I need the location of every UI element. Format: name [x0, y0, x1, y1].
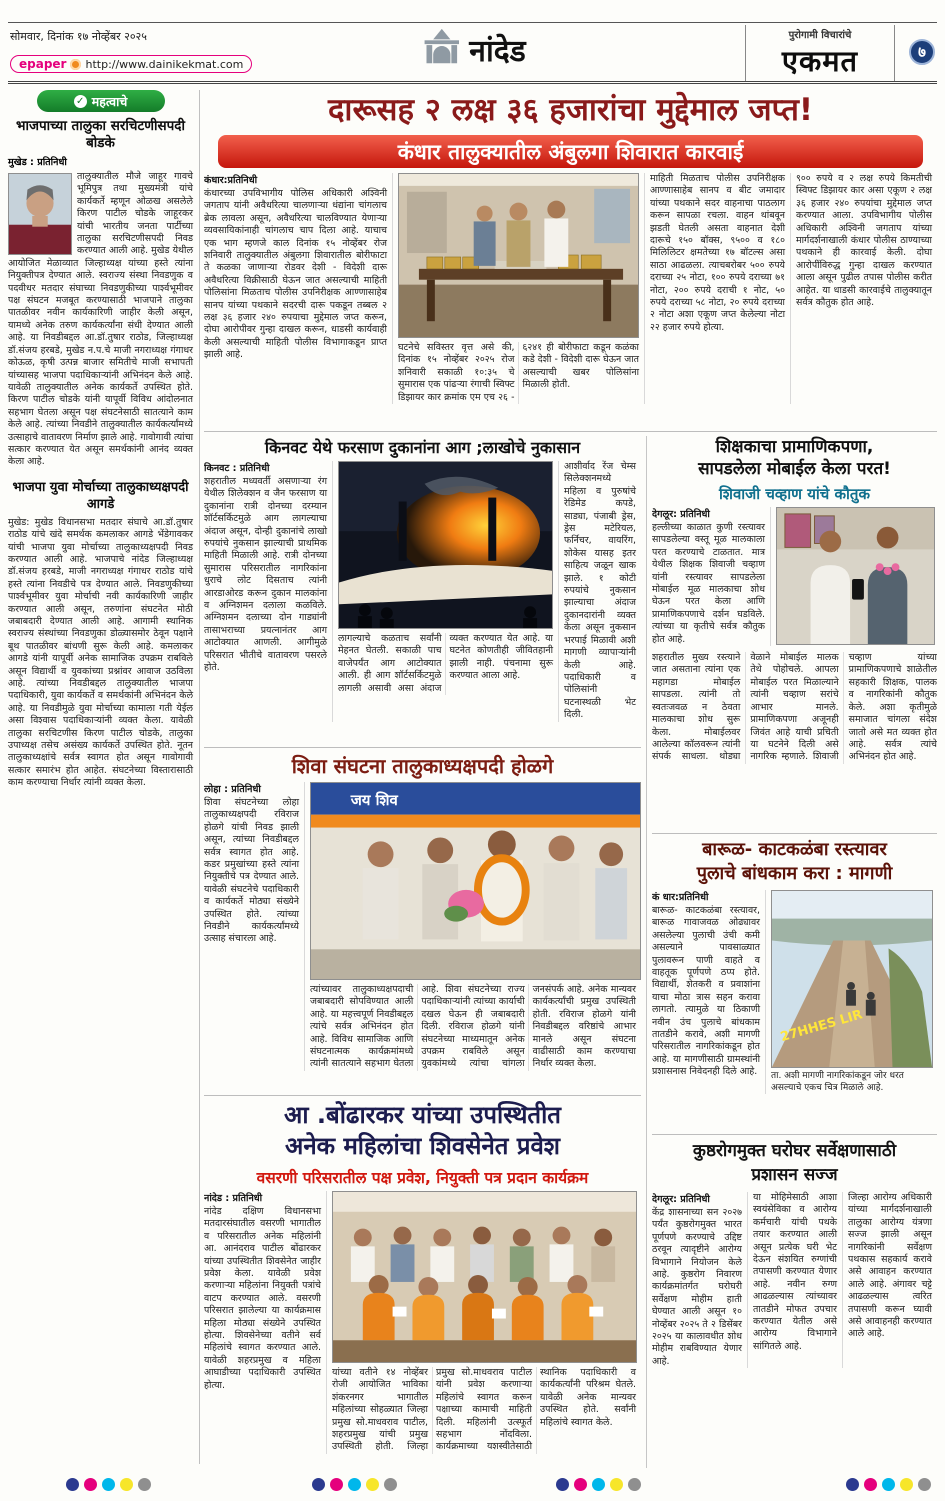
- important-badge: [37, 90, 165, 112]
- lead-column-3: [644, 173, 790, 404]
- barul-headline-line2: पुलाचे बांधकाम करा : मागणी: [696, 863, 893, 884]
- kinwat-headline: किनवट येथे फरसाण दुकानांना आग ;लाखोचे नुकासान: [264, 438, 581, 457]
- epaper-label: epaper: [19, 57, 67, 71]
- kinwat-column-photo: [332, 461, 558, 722]
- article-kinwat-fire: [204, 436, 641, 742]
- kinwat-body-3: आशीर्वाद रेंज चेम्स सिलेक्शनमध्ये महिला व पुरुषांचे रेडिमेड कपडे, साड्या, पंजाबी ड्रेस, ड्रेस मटेरियल, फर्निचर, वायरिंग, शोकेस यासह इतर साहित्य जळून खाक झाले. १ कोटी रुपयांचे नुकसान झाल्याचा अंदाज दुकानदारांनी व्यक्त केला असून नुकसान भरपाई मिळावी अशी मागणी व्यापाऱ्यांनी केली आहे. पदाधिकारी व पोलिसांनी घटनास्थळी भेट दिली.: [564, 461, 636, 721]
- shiva-body-bottom: त्यांच्यावर तालुकाध्यक्षपदाची जबाबदारी सोपविण्यात आली आहे. या महत्त्वपूर्ण निवडीबद्दल त्यांचे सर्वत्र अभिनंदन होत आहे. विविध सामाजिक आणि संघटनात्मक कार्यक्रमांमध्ये त्यांनी सातत्याने सहभाग घेतला आहे. शिवा संघटनेच्या राज्य पदाधिकाऱ्यांनी त्यांच्या कार्याची दखल घेऊन ही जबाबदारी दिली. रविराज होळगे यांनी संघटनेच्या माध्यमातून अनेक उपक्रम राबविले असून युवकांमध्ये त्यांचा चांगला जनसंपर्क आहे. अनेक मान्यवर कार्यकर्त्यांची प्रमुख उपस्थिती होती. रविराज होळगे यांनी निवडीबद्दल वरिष्ठांचे आभार मानले असून संघटना वाढीसाठी काम करण्याचा निर्धार व्यक्त केला.: [310, 984, 636, 1070]
- registration-marks: [556, 1478, 641, 1491]
- lead-headline: दारूसह २ लक्ष ३६ हजारांचा मुद्देमाल जप्त!: [327, 92, 814, 128]
- shiva-column-photo: [304, 782, 641, 1071]
- brand-box: [745, 25, 895, 81]
- bondharkar-subheadline: वसरणी परिसरातील पक्ष प्रवेश, नियुक्ती पत्र प्रदान कार्यक्रम: [256, 1169, 589, 1187]
- police-seizure-photo: [398, 173, 639, 338]
- kinwat-body-under-photo: लागल्याचे कळताच सर्वांनी मेहनत घेतली. सकाळी पाच वाजेपर्यंत आग आटोक्यात आली. ही आग शॉर्टसर्किटमुळे लागली असावी असा अंदाज व्यक्त करण्यात येत आहे. या घटनेत कोणतीही जीवितहानी झाली नाही. पंचनामा सुरू करण्यात आला आहे.: [338, 633, 553, 694]
- edition-name: नांदेड: [469, 33, 526, 69]
- kinwat-column-1: [204, 461, 332, 722]
- epaper-icon: [70, 59, 81, 70]
- bondharkar-column-1: [204, 1191, 326, 1454]
- shiva-headline: शिवा संघटना तालुकाध्यक्षपदी होळगे: [291, 754, 554, 778]
- lead-column-photo: [392, 173, 644, 404]
- kushtha-headline-line1: कुष्ठरोगमुक्त घरोघर सर्वेक्षणासाठी: [692, 1141, 897, 1161]
- shikshak-column-photo: [770, 507, 937, 646]
- kushtha-byline: देगलूर: प्रतिनिधी: [652, 1194, 710, 1205]
- lead-column-1: [204, 173, 392, 404]
- divider: [204, 747, 641, 748]
- bondharkar-body-bottom: यांच्या वतीने १४ नोव्हेंबर रोजी आयोजित भाविका शंकरनगर भागातील महिलांच्या सोहळ्यात जिल्हा प्रमुख सो.माधवराव पाटील, शहरप्रमुख यांची प्रमुख उपस्थिती होती. जिल्हा प्रमुख सो.माधवराव पाटील यांनी प्रवेश करणाऱ्या महिलांचे स्वागत करून पक्षाच्या कामाची माहिती दिली. महिलांनी उत्स्फूर्त सहभाग नोंदविला. कार्यक्रमाच्या यशस्वीतेसाठी स्थानिक पदाधिकारी व कार्यकर्त्यांनी परिश्रम घेतले. यावेळी अनेक मान्यवर उपस्थित होते. सर्वांनी महिलांचे स्वागत केले.: [332, 1367, 636, 1453]
- shiva-byline: लोहा : प्रतिनिधी: [204, 784, 261, 795]
- mobile-return-photo: [776, 507, 935, 645]
- bondharkar-headline-line1: आ .बोंढारकर यांच्या उपस्थितीत: [284, 1101, 561, 1129]
- shikshak-byline: देगलूर: प्रतिनिधी: [652, 509, 710, 520]
- felicitation-photo: [310, 782, 641, 980]
- divider: [204, 1095, 641, 1096]
- important-badge-label: महत्वाचे: [91, 93, 128, 109]
- bondharkar-byline: नांदेड : प्रतिनिधी: [204, 1193, 263, 1204]
- sidebar-story2-headline: भाजपा युवा मोर्चाच्या तालुकाध्यक्षपदी आगडे: [12, 479, 189, 512]
- photo-scrawl-text: 27HHES LIR: [778, 1007, 865, 1046]
- registration-marks: [312, 1478, 397, 1491]
- kushtha-body-2: या मोहिमेसाठी आशा स्वयंसेविका व आरोग्य कर्मचारी यांची पथके तयार करण्यात आली असून प्रत्येक घरी भेट देऊन संशयित रुग्णांची तपासणी करण्यात येणार आहे. नवीन रुग्ण आढळल्यास त्यांच्यावर तातडीने मोफत उपचार करण्यात येतील असे आरोग्य विभागाने सांगितले आहे.: [753, 1192, 837, 1352]
- lead-body-under-photo: घटनेचे सविस्तर वृत्त असे की, दिनांक १५ नोव्हेंबर २०२५ रोज शनिवारी सकाळी १०:३५ चे सुमारास एक पांढऱ्या रंगाची स्विफ्ट डिझायर कार क्रमांक एम एच २६ - ६२४१ ही बोरीफाटा कडून कळंका कडे देशी - विदेशी दारू घेऊन जात असल्याची खबर पोलिसांना मिळाली होती.: [398, 342, 639, 403]
- barul-headline-line1: बारूळ- काटकळंबा रस्त्यावर: [702, 839, 887, 860]
- article-shivsena-entry: [204, 1100, 641, 1468]
- shiva-column-1: [204, 782, 304, 1071]
- check-icon: ✓: [74, 95, 87, 108]
- epaper-url[interactable]: http://www.dainikekmat.com: [85, 57, 244, 71]
- banner-text: जय शिव: [350, 790, 398, 809]
- shikshak-headline-line1: शिक्षकाचा प्रामाणिकपणा,: [715, 437, 874, 457]
- lead-body-4: ९०० रुपये व २ लक्ष रुपये किमतीची स्विफ्ट डिझायर कार असा एकूण २ लक्ष ३६ हजार २४० रुपयांचा मुद्देमाल जप्त करण्यात आला. उपविभागीय पोलीस अधिकारी अश्विनी जगताप यांच्या मार्गदर्शनाखाली कंधार पोलीस ठाण्याच्या पथकाने ही कारवाई केली. दोघा आरोपींविरुद्ध गुन्हा दाखल करण्यात आला असून पुढील तपास पोलीस करीत आहेत. या धाडसी कारवाईचे तालुक्यातून सर्वत्र कौतुक होत आहे.: [796, 173, 932, 309]
- lead-byline: कंधार:प्रतिनिधी: [204, 175, 258, 186]
- date-line: सोमवार, दिनांक १७ नोव्हेंबर २०२५: [10, 30, 147, 43]
- sidebar-story2-body: मुखेड: मुखेड विधानसभा मतदार संघाचे आ.डॉ.तुषार राठोड यांचे खंदे समर्थक कमलाकर आगडे भेंडेगावकर यांची भाजपा युवा मोर्चाच्या तालुकाध्यक्षपदी निवड करण्यात आली आहे. भाजपाचे नांदेड जिल्हाध्यक्ष डॉ.संजय हरबडे, माजी नगराध्यक्ष गंगाधर राठोड यांचे हस्ते त्यांना निवडीचे पत्र देण्यात आले. निवडणुकीच्या पार्श्वभूमीवर युवा मोर्चाची नवी कार्यकारिणी जाहीर करण्यात आली असून, तरुणांना संघटनेत मोठी जबाबदारी देण्यात आली आहे. आगामी स्थानिक स्वराज्य संस्थांच्या निवडणुका डोळ्यासमोर ठेवून पक्षाने बूथ पातळीवर बांधणी सुरू केली आहे. कमलाकर आगडे यांनी यापूर्वी अनेक सामाजिक उपक्रम राबविले असून विद्यार्थी व युवकांच्या प्रश्नांवर आवाज उठविला आहे. त्यांच्या निवडीबद्दल तालुक्यातील भाजपा पदाधिकारी, युवा कार्यकर्ते व समर्थकांनी अभिनंदन केले आहे. या निवडीमुळे युवा मोर्चाच्या कामाला गती येईल असा विश्वास पदाधिकाऱ्यांनी व्यक्त केला. यावेळी तालुका सरचिटणीस किरण पाटील चोडके, तालुका उपाध्यक्ष तसेच असंख्य कार्यकर्ते उपस्थित होते. नूतन तालुकाध्यक्षांचे सर्वत्र स्वागत होत असून गावोगावी सत्कार समारंभ होत आहेत. संघटनेच्या विस्तारासाठी काम करण्याचा निर्धार त्यांनी व्यक्त केला.: [8, 516, 193, 789]
- epaper-link[interactable]: [10, 55, 252, 73]
- kinwat-body-1: शहरातील मध्यवर्ती असणाऱ्या रंग येथील शिलेक्शन व जैन फरसाण या दुकानांना रात्री दोनच्या दरम्यान शॉर्टसर्किटमुळे आग लागल्याचा अंदाज असून, दोन्ही दुकानांचे लाखो रुपयांचे नुकसान झाल्याची प्राथमिक माहिती मिळाली आहे. रात्री दोनच्या सुमारास परिसरातील नागरिकांना धुराचे लोट दिसताच त्यांनी आरडाओरड करून दुकान मालकांना व अग्निशमन दलाला कळविले. अग्निशमन दलाच्या दोन गाड्यांनी तासाभराच्या प्रयत्नानंतर आग आटोक्यात आणली. आगीमुळे परिसरात भीतीचे वातावरण पसरले होते.: [204, 476, 327, 674]
- barul-column-1: [652, 890, 765, 1094]
- edition-masthead: [419, 27, 525, 71]
- registration-marks: [66, 1478, 151, 1491]
- sidebar-story1-body: तालुक्यातील मौजे जाहूर गावचे भूमिपुत्र तथा मुख्यमंत्री यांचे कार्यकर्ते म्हणून ओळख असलेले किरण पाटील चोडके जाहूरकर यांची भारतीय जनता पार्टीच्या तालुका सरचिटणीसपदी निवड करण्यात आली आहे. मुखेड येथील आयोजित मेळाव्यात जिल्हाध्यक्ष यांच्या हस्ते त्यांना नियुक्तीपत्र देण्यात आले. स्वराज्य संस्था निवडणुक व पदवीधर मतदार संघाच्या निवडणुकीच्या पार्श्वभूमीवर पक्ष संघटन मजबूत करण्यासाठी भाजपाने तालुका पातळीवर नवीन कार्यकारिणी जाहीर केली असून, यामध्ये अनेक तरुण कार्यकर्त्यांना संधी देण्यात आली आहे. या निवडीबद्दल आ.डॉ.तुषार राठोड, जिल्हाध्यक्ष डॉ.संजय हरबडे, मुखेड न.प.चे माजी नगराध्यक्ष गंगाधर कोऊळ, कृषी उत्पन्न बाजार समितीचे माजी सभापती यांच्यासह भाजपा पदाधिकाऱ्यांनी अभिनंदन केले आहे. यावेळी तालुक्यातील अनेक कार्यकर्ते उपस्थित होते. किरण पाटील चोडके यांनी यापूर्वी विविध आंदोलनात सहभाग घेतला असून पक्ष संघटनेसाठी सातत्याने काम केले आहे. त्यांच्या निवडीने तालुक्यातील कार्यकर्त्यांमध्ये उत्साहाचे वातावरण निर्माण झाले आहे. गावोगावी त्यांचा सत्कार करण्यात येत असून समर्थकांनी आनंद व्यक्त केला आहे.: [8, 171, 193, 468]
- bondharkar-column-photo: [326, 1191, 641, 1454]
- road-bridge-photo: [771, 890, 933, 1068]
- sidebar-story1-headline: भाजपाच्या तालुका सरचिटणीसपदी बोडके: [16, 118, 185, 151]
- article-teacher-honesty: [652, 436, 937, 828]
- group-entry-photo: [332, 1191, 637, 1363]
- shikshak-body-bottom: शहरातील मुख्य रस्त्याने जात असताना त्यांना एक महागडा मोबाईल सापडला. त्यांनी तो स्वतःजवळ न ठेवता मालकाचा शोध सुरू केला. मोबाईलवर आलेल्या कॉलवरून त्यांनी संपर्क साधला. थोड्या वेळाने मोबाईल मालक तेथे पोहोचले. आपला मोबाईल परत मिळाल्याने त्यांनी चव्हाण सरांचे आभार मानले. प्रामाणिकपणा अजूनही जिवंत आहे याची प्रचिती या घटनेने दिली असे नागरिक म्हणाले. शिवाजी चव्हाण यांच्या प्रामाणिकपणाचे शाळेतील सहकारी शिक्षक, पालक व नागरिकांनी कौतुक केले. अशा कृतीमुळे समाजात चांगला संदेश जातो असे मत व्यक्त होत आहे. सर्वत्र त्यांचे अभिनंदन होत आहे.: [652, 652, 937, 763]
- masthead-emblem-icon: [419, 27, 463, 71]
- page-header: [8, 22, 937, 84]
- shikshak-body-1: हल्लीच्या काळात कुणी रस्त्यावर सापडलेल्या वस्तू मूळ मालकाला परत करण्याचे टाळतात. मात्र येथील शिक्षक शिवाजी चव्हाण यांनी रस्त्यावर सापडलेला मोबाईल मूळ मालकाचा शोध घेऊन परत केला आणि प्रामाणिकपणाचे दर्शन घडविले. त्यांच्या या कृतीचे सर्वत्र कौतुक होत आहे.: [652, 522, 765, 645]
- article-barul-bridge: [652, 838, 937, 1128]
- portrait-photo: [8, 173, 72, 255]
- barul-body-1: बारूळ- काटकळंबा रस्त्यावर, बारूळ गावाजवळ ओढ्यावर असलेल्या पुलाची उंची कमी असल्याने पावसाळ्यात पुलावरून पाणी वाहते व वाहतूक पूर्णपणे ठप्प होते. विद्यार्थी, शेतकरी व प्रवाशांना याचा मोठा त्रास सहन करावा लागतो. त्यामुळे या ठिकाणी नवीन उंच पुलाचे बांधकाम तातडीने करावे, अशी मागणी परिसरातील नागरिकांकडून होत आहे. या मागणीसाठी ग्रामस्थांनी प्रशासनास निवेदनही दिले आहे.: [652, 905, 760, 1078]
- shikshak-column-1: [652, 507, 770, 646]
- lead-column-4: [790, 173, 937, 404]
- kushtha-column-1: [652, 1192, 747, 1368]
- barul-byline: कं धार:प्रतिनिधी: [652, 892, 709, 903]
- divider: [204, 431, 937, 432]
- divider: [652, 833, 937, 834]
- kinwat-byline: किनवट : प्रतिनिधी: [204, 463, 270, 474]
- shikshak-subheadline: शिवाजी चव्हाण यांचे कौतुक: [718, 485, 870, 503]
- shop-fire-photo: [338, 461, 553, 629]
- registration-marks: [846, 1478, 931, 1491]
- bondharkar-body-1: नांदेड दक्षिण विधानसभा मतदारसंघातील वसरणी भागातील व परिसरातील अनेक महिलांनी आ. आनंदराव पाटील बोंढारकर यांच्या उपस्थितीत शिवसेनेत जाहीर प्रवेश केला. यावेळी प्रवेश करणाऱ्या महिलांना नियुक्ती पत्रांचे वाटप करण्यात आले. वसरणी परिसरात झालेल्या या कार्यक्रमास महिला मोठ्या संख्येने उपस्थित होत्या. शिवसेनेच्या वतीने सर्व महिलांचे स्वागत करण्यात आले. यावेळी शहरप्रमुख व महिला आघाडीच्या पदाधिकारी उपस्थित होत्या.: [204, 1206, 321, 1391]
- sidebar-story1-byline: मुखेड : प्रतिनिधी: [8, 157, 67, 168]
- barul-photo-caption: ता. अशी मागणी नागरिकांकडून जोर धरत असल्याचे एकच चित्र मिळाले आहे.: [771, 1071, 904, 1093]
- article-lead-seizure: [204, 90, 937, 428]
- kushtha-column-3: [842, 1192, 937, 1368]
- kushtha-headline-line2: प्रशासन सज्ज: [751, 1165, 838, 1185]
- article-shiva-sanghatana: [204, 752, 641, 1090]
- lead-body-3: माहिती मिळताच पोलीस उपनिरीक्षक आण्णासाहेब सानप व बीट जमादार यांच्या पथकाने सदर वाहनाचा पाठलाग करून सापळा रचला. वाहन थांबवून झडती घेतली असता वाहनात देशी दारूचे १५० बॉक्स, ९५०० व १८० मिलिलिटर क्षमतेच्या १७ बॉटल्स असा साठा आढळला. त्याचबरोबर ५०० रुपये दराच्या २५ नोटा, १०० रुपये दराच्या ७१ नोटा, २०० रुपये दराची १ नोट, ५० रुपये दराच्या ५८ नोटा, २० रुपये दराच्या २ नोटा अशा एकूण जप्त केलेल्या नोटा २२ हजार रुपये होत्या.: [650, 173, 785, 333]
- kushtha-column-2: [747, 1192, 842, 1368]
- kinwat-column-3: [558, 461, 641, 722]
- lead-body-1: कंधारच्या उपविभागीय पोलिस अधिकारी अश्विनी जगताप यांनी अवैधरित्या चालणाऱ्या धंद्यांना चांगलाच ब्रेक लावला असून, अवैधरित्या चालविण्यात येणाऱ्या व्यवसायिकांनाही चांगलाच चाप दिला आहे. याचाच एक भाग म्हणजे काल दिनांक १५ नोव्हेंबर रोज शनिवारी तालुक्यातील अंबुलगा शिवारातील बोरीफाटा ते कळका जाणाऱ्या रोडवर देशी - विदेशी दारू अवैधरित्या विक्रीसाठी घेऊन जात असल्याची माहिती पोलिसांना मिळताच पोलीस उपनिरीक्षक आण्णासाहेब सानप यांच्या पथकाने सदरची दारू पकडून तब्बल २ लक्ष ३६ हजार २४० रुपयाचा मुद्देमाल जप्त करून, दोघा आरोपीवर गुन्हा दाखल करून, धाडसी कार्यवाही केली असल्याची माहिती पोलीस विभागाकडून प्राप्त झाली आहे.: [204, 188, 387, 361]
- divider: [652, 1134, 937, 1135]
- shiva-body-1: शिवा संघटनेच्या लोहा तालुकाध्यक्षपदी रविराज होळगे यांची निवड झाली असून, त्यांच्या निवडीबद्दल सर्वत्र स्वागत होत आहे. कडर प्रमुखांच्या हस्ते त्यांना नियुक्तीचे पत्र देण्यात आले. यावेळी संघटनेचे पदाधिकारी व कार्यकर्ते मोठ्या संख्येने उपस्थित होते. त्यांच्या निवडीने कार्यकर्त्यांमध्ये उत्साह संचारला आहे.: [204, 797, 299, 945]
- bondharkar-headline-line2: अनेक महिलांचा शिवसेनेत प्रवेश: [285, 1132, 560, 1160]
- barul-column-photo: [765, 890, 937, 1094]
- lead-subheadline: कंधार तालुक्यातील अंबुलगा शिवारात कारवाई: [218, 135, 923, 168]
- kushtha-body-3: जिल्हा आरोग्य अधिकारी यांच्या मार्गदर्शनाखाली तालुका आरोग्य यंत्रणा सज्ज झाली असून नागरिकांनी सर्वेक्षण पथकास सहकार्य करावे असे आवाहन करण्यात आले आहे. अंगावर चट्टे आढळल्यास त्वरित तपासणी करून घ्यावी असे आवाहनही करण्यात आले आहे.: [848, 1192, 932, 1340]
- divider: [646, 436, 647, 1468]
- brand-tagline: पुरोगामी विचारांचे: [788, 30, 852, 41]
- article-leprosy-survey: [652, 1140, 937, 1468]
- kushtha-body-1: केंद्र शासनाच्या सन २०२७ पर्यंत कुष्ठरोगमुक्त भारत पूर्णपणे करण्याचे उद्दिष्ट ठरवून त्यादृष्टीने आरोग्य विभागाने नियोजन केले आहे. कुष्ठरोग निवारण कार्यक्रमांतर्गत घरोघरी सर्वेक्षण मोहीम हाती घेण्यात आली असून १० नोव्हेंबर २०२५ ते २ डिसेंबर २०२५ या कालावधीत शोध मोहीम राबविण्यात येणार आहे.: [652, 1207, 742, 1367]
- page-number-badge: ७: [909, 39, 935, 65]
- brand-name: एकमत: [781, 44, 859, 78]
- shikshak-headline-line2: सापडलेला मोबाईल केला परत!: [698, 459, 891, 479]
- sidebar-important-column: [8, 90, 200, 1464]
